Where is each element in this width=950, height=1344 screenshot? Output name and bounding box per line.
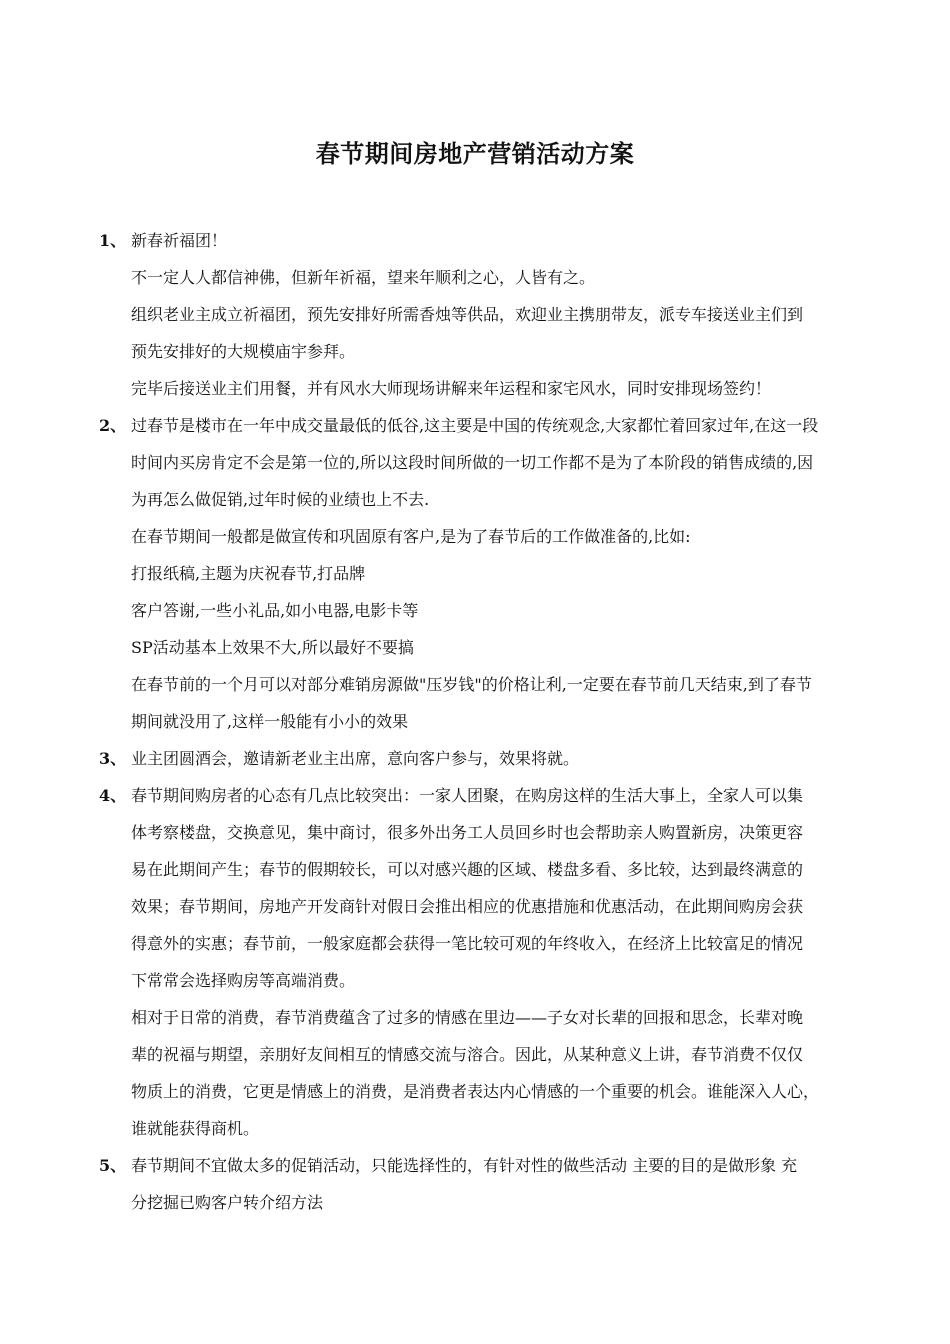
document-title: 春节期间房地产营销活动方案 (315, 139, 635, 168)
section-number: 5、 (99, 1156, 127, 1175)
paragraph-line: 为再怎么做促销,过年时候的业绩也上不去. (131, 490, 430, 509)
paragraph-line: 体考察楼盘，交换意见，集中商讨，很多外出务工人员回乡时也会帮助亲人购置新房，决策更容 (131, 823, 804, 842)
paragraph-line: 时间内买房肯定不会是第一位的,所以这段时间所做的一切工作都不是为了本阶段的销售成绩的,因 (131, 453, 814, 472)
paragraph-line: 谁就能获得商机。 (131, 1119, 260, 1138)
paragraph-line: 相对于日常的消费，春节消费蕴含了过多的情感在里边——子女对长辈的回报和思念，长辈对晚 (131, 1008, 804, 1027)
paragraph-line: 组织老业主成立祈福团，预先安排好所需香烛等供品，欢迎业主携朋带友，派专车接送业主们到 (131, 305, 804, 324)
section-number: 3、 (99, 749, 127, 768)
paragraph-line: 分挖掘已购客户转介绍方法 (131, 1193, 324, 1212)
section-number: 2、 (99, 416, 127, 435)
paragraph-line: SP活动基本上效果不大,所以最好不要搞 (131, 638, 414, 657)
section-3 (99, 740, 859, 777)
paragraph-line: 春节期间购房者的心态有几点比较突出：一家人团聚，在购房这样的生活大事上，全家人可以集 (131, 786, 804, 805)
paragraph-line: 春节期间不宜做太多的促销活动，只能选择性的，有针对性的做些活动 主要的目的是做形象 充 (131, 1156, 798, 1175)
paragraph-line: 得意外的实惠；春节前，一般家庭都会获得一笔比较可观的年终收入，在经济上比较富足的情况 (131, 934, 804, 953)
paragraph-line: 预先安排好的大规模庙宇参拜。 (131, 342, 356, 361)
paragraph-line: 在春节期间一般都是做宣传和巩固原有客户,是为了春节后的工作做准备的,比如: (131, 527, 691, 546)
paragraph-line: 下常常会选择购房等高端消费。 (131, 971, 356, 990)
section-4 (99, 777, 859, 1147)
paragraph-line: 业主团圆酒会，邀请新老业主出席，意向客户参与，效果将就。 (131, 749, 580, 768)
paragraph-line: 不一定人人都信神佛，但新年祈福，望来年顺利之心，人皆有之。 (131, 268, 596, 287)
paragraph-line: 易在此期间产生；春节的假期较长，可以对感兴趣的区域、楼盘多看、多比较，达到最终满意的 (131, 860, 804, 879)
paragraph-line: 效果；春节期间，房地产开发商针对假日会推出相应的优惠措施和优惠活动，在此期间购房会获 (131, 897, 804, 916)
section-2 (99, 407, 859, 740)
paragraph-line: 期间就没用了,这样一般能有小小的效果 (131, 712, 409, 731)
paragraph-line: 辈的祝福与期望，亲朋好友间相互的情感交流与溶合。因此，从某种意义上讲，春节消费不仅仅 (131, 1045, 804, 1064)
paragraph-line: 客户答谢,一些小礼品,如小电器,电影卡等 (131, 601, 419, 620)
section-number: 4、 (99, 786, 127, 805)
paragraph-line: 在春节前的一个月可以对部分难销房源做"压岁钱"的价格让利,一定要在春节前几天结束,到了春节 (131, 675, 812, 694)
paragraph-line: 打报纸稿,主题为庆祝春节,打品牌 (131, 564, 366, 583)
section-5 (99, 1147, 859, 1221)
paragraph-line: 新春祈福团！ (131, 231, 228, 250)
document-body (99, 222, 859, 1221)
section-number: 1、 (99, 231, 127, 250)
section-1 (99, 222, 859, 407)
paragraph-line: 完毕后接送业主们用餐，并有风水大师现场讲解来年运程和家宅风水，同时安排现场签约！ (131, 379, 772, 398)
paragraph-line: 物质上的消费，它更是情感上的消费，是消费者表达内心情感的一个重要的机会。谁能深入人心， (131, 1082, 820, 1101)
paragraph-line: 过春节是楼市在一年中成交量最低的低谷,这主要是中国的传统观念,大家都忙着回家过年,在这一段 (131, 416, 819, 435)
